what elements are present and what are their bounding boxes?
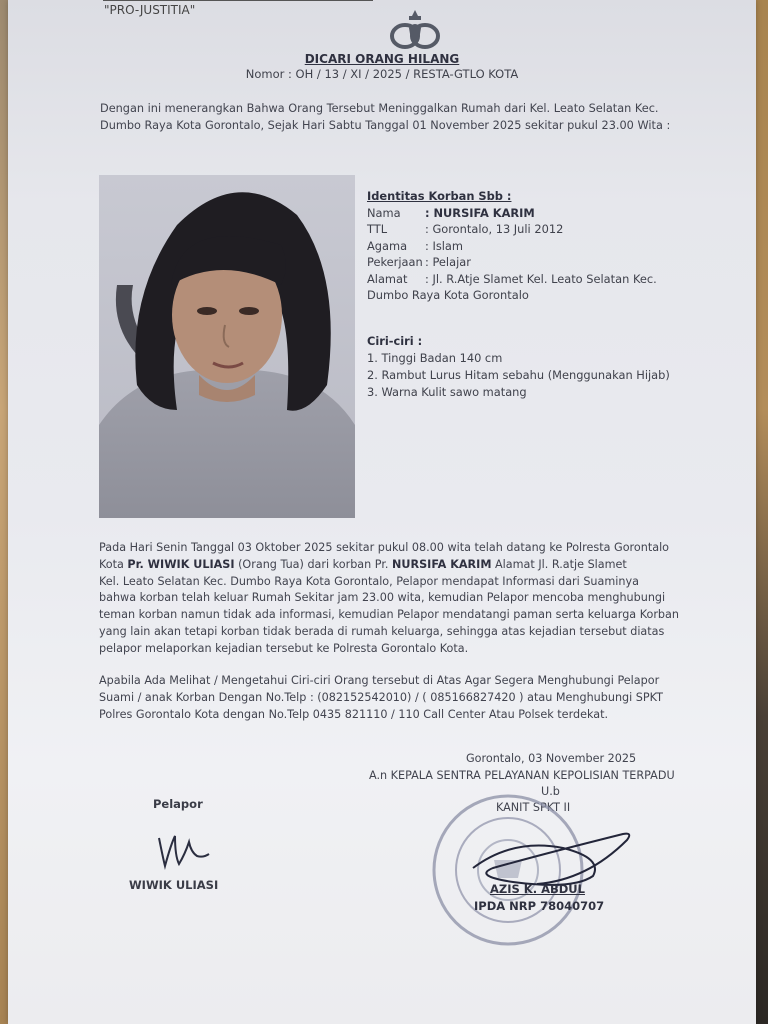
report-paragraph xyxy=(99,540,719,658)
report-line: Pada Hari Senin Tanggal 03 Oktober 2025 sekitar pukul 08.00 wita telah datang ke Polresta Gorontalo xyxy=(99,541,670,554)
identity-label: Pekerjaan xyxy=(367,255,423,269)
officer-signature-icon xyxy=(463,828,663,888)
report-text: Alamat Jl. R.atje Slamet xyxy=(491,557,627,571)
identity-label: Nama xyxy=(367,205,401,220)
characteristic-item: 1. Tinggi Badan 140 cm xyxy=(367,351,503,365)
intro-line-1: Dengan ini menerangkan Bahwa Orang Tersebut Meninggalkan Rumah dari Kel. Leato Selatan Kec. xyxy=(100,102,659,115)
contact-line: Apabila Ada Melihat / Mengetahui Ciri-ciri Orang tersebut di Atas Agar Segera Menghubungi Pelapor xyxy=(99,674,660,687)
signature-date: Gorontalo, 03 November 2025 xyxy=(466,752,637,765)
victim-photo xyxy=(99,175,355,518)
identity-section xyxy=(367,188,657,304)
identity-row xyxy=(367,205,657,222)
identity-address-cont: Dumbo Raya Kota Gorontalo xyxy=(367,288,529,302)
pro-justitia-label: "PRO-JUSTITIA" xyxy=(104,3,196,17)
identity-row xyxy=(367,238,657,255)
contact-paragraph xyxy=(99,673,719,723)
report-line: bahwa korban telah keluar Rumah Sekitar jam 23.00 wita, kemudian Pelapor mencoba menghubungi xyxy=(99,591,666,605)
report-line: yang lain akan tetapi korban tidak berada di rumah keluarga, sehingga atas kejadian tersebut diatas xyxy=(99,624,665,638)
characteristic-item: 3. Warna Kulit sawo matang xyxy=(367,385,527,399)
reporter-name-signature: WIWIK ULIASI xyxy=(129,878,219,892)
identity-heading: Identitas Korban Sbb : xyxy=(367,189,512,203)
victim-name: NURSIFA KARIM xyxy=(392,557,492,571)
signature-authority: A.n KEPALA SENTRA PELAYANAN KEPOLISIAN TERPADU xyxy=(369,769,675,782)
reporter-label: Pelapor xyxy=(153,797,203,811)
identity-row xyxy=(367,254,657,271)
report-line: pelapor melaporkan kejadian tersebut ke Polresta Gorontalo Kota. xyxy=(99,641,469,655)
characteristics-section xyxy=(367,333,670,401)
signature-ub: U.b xyxy=(541,785,560,798)
document-number: Nomor : OH / 13 / XI / 2025 / RESTA-GTLO KOTA xyxy=(245,67,519,81)
identity-value: : Gorontalo, 13 Juli 2012 xyxy=(425,222,564,236)
contact-line: Suami / anak Korban Dengan No.Telp : (082152542010) / ( 085166827420 ) atau Menghubungi SPKT xyxy=(99,690,663,704)
officer-name: AZIS K. ABDUL xyxy=(490,882,585,896)
reporter-name: Pr. WIWIK ULIASI xyxy=(127,557,235,571)
characteristics-heading: Ciri-ciri : xyxy=(367,334,423,348)
officer-nrp: IPDA NRP 78040707 xyxy=(474,899,605,913)
header-rule xyxy=(103,0,373,1)
identity-label: Agama xyxy=(367,238,408,253)
missing-person-document xyxy=(8,0,756,1024)
characteristic-item: 2. Rambut Lurus Hitam sebahu (Menggunakan Hijab) xyxy=(367,368,670,382)
document-title: DICARI ORANG HILANG xyxy=(304,52,460,66)
report-text: Kota xyxy=(99,557,128,571)
identity-value: : NURSIFA KARIM xyxy=(425,205,535,220)
identity-value: : Islam xyxy=(425,238,463,253)
identity-value: : Pelajar xyxy=(425,255,471,269)
report-line xyxy=(99,557,719,574)
reporter-signature-icon xyxy=(153,830,213,874)
identity-value: : Jl. R.Atje Slamet Kel. Leato Selatan Kec. xyxy=(425,271,657,286)
report-line: Kel. Leato Selatan Kec. Dumbo Raya Kota Gorontalo, Pelapor mendapat Informasi dari Suaminya xyxy=(99,574,639,588)
report-text: (Orang Tua) dari korban Pr. xyxy=(234,557,393,571)
report-line: teman korban namun tidak ada informasi, kemudian Pelapor mendatangi paman serta keluarga Korban xyxy=(99,608,679,622)
police-emblem-icon xyxy=(387,8,443,52)
signature-title: KANIT SPKT II xyxy=(496,801,571,814)
identity-row xyxy=(367,271,657,288)
identity-label: TTL xyxy=(367,222,388,236)
identity-label: Alamat xyxy=(367,271,408,286)
identity-row xyxy=(367,221,657,238)
contact-line: Polres Gorontalo Kota dengan No.Telp 0435 821110 / 110 Call Center Atau Polsek terdekat. xyxy=(99,707,609,721)
intro-line-2: Dumbo Raya Kota Gorontalo, Sejak Hari Sabtu Tanggal 01 November 2025 sekitar pukul 23.00 Wita : xyxy=(100,119,671,132)
intro-paragraph xyxy=(100,100,740,134)
